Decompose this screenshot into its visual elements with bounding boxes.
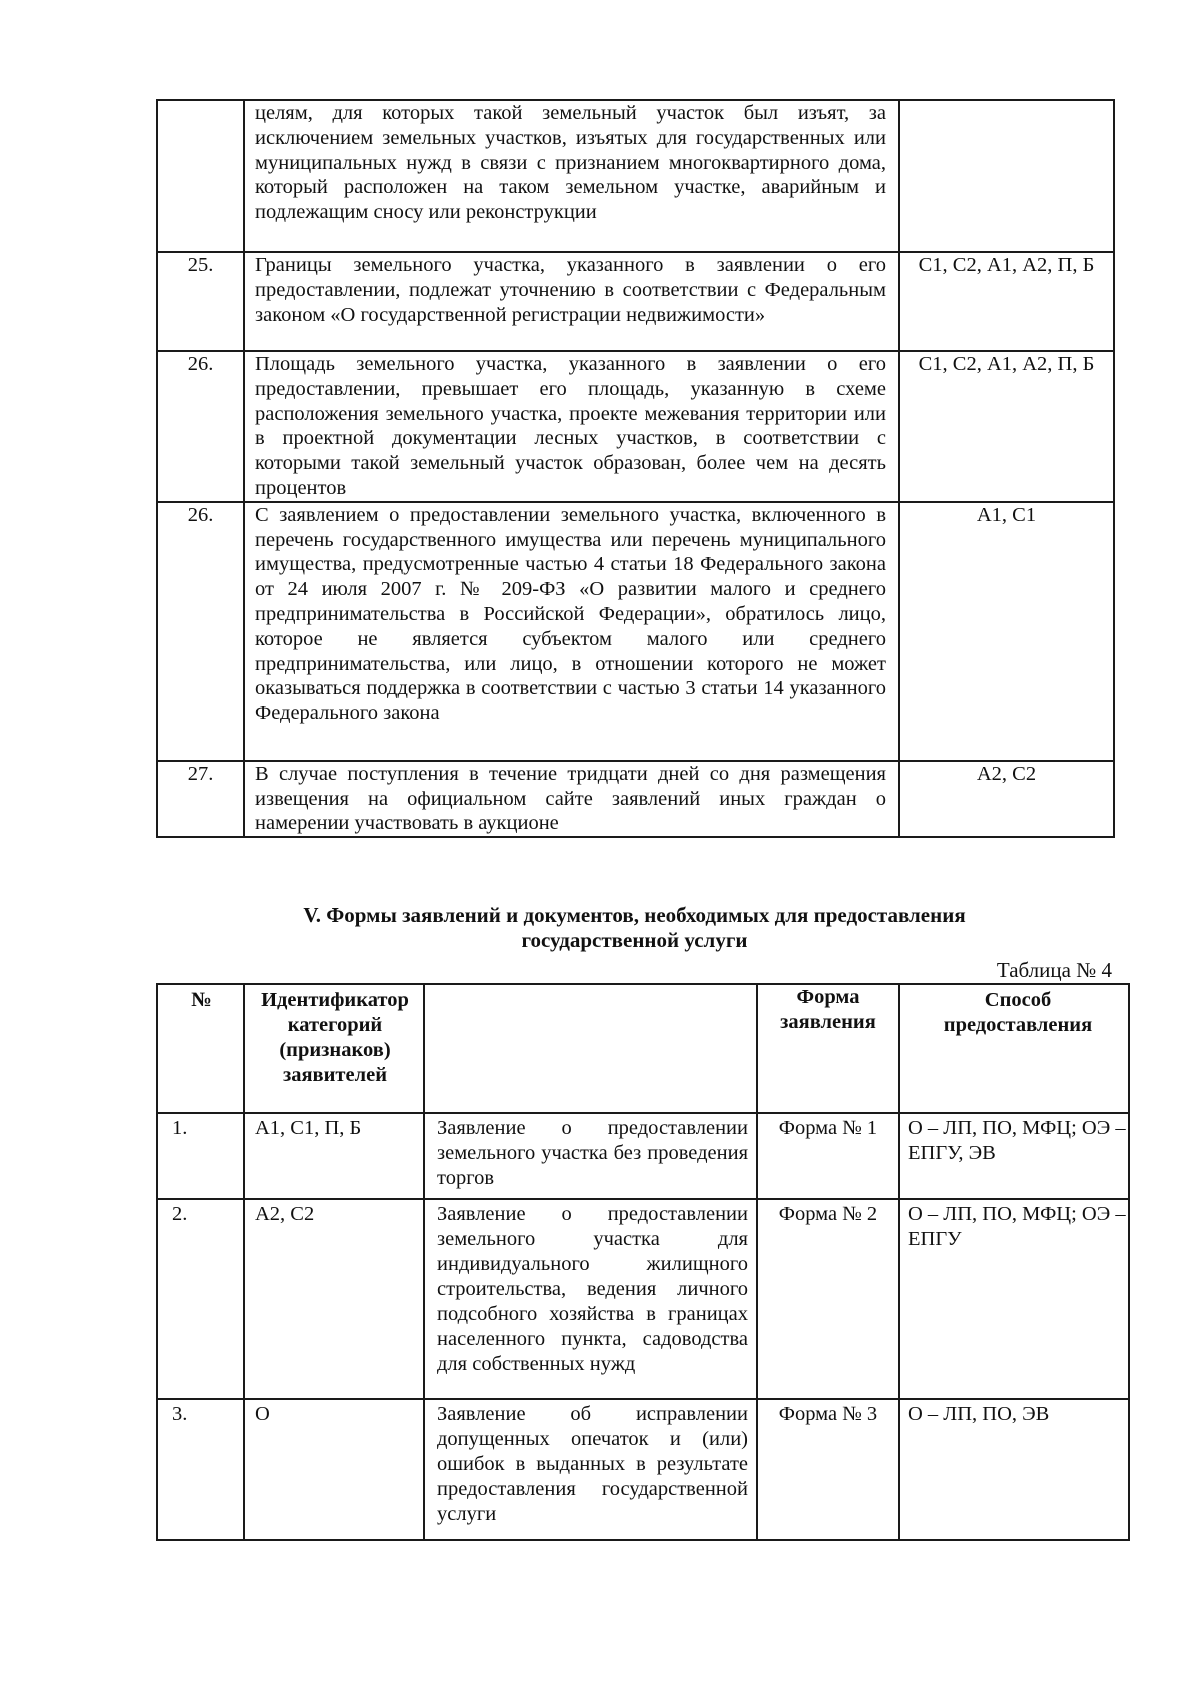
grounds-table: [156, 99, 1115, 838]
table-row: [157, 100, 1114, 252]
section-title-line-2: государственной услуги: [521, 928, 748, 952]
row-identifier: А1, С1, П, Б: [244, 1113, 424, 1199]
table-row: [157, 1113, 1129, 1199]
row-number: 3.: [157, 1399, 244, 1540]
table-row: [157, 502, 1114, 761]
applicant-codes: А2, С2: [899, 761, 1114, 837]
forms-table: [156, 983, 1130, 1541]
row-form: Форма № 1: [757, 1113, 899, 1199]
applicant-codes: С1, С2, А1, А2, П, Б: [899, 351, 1114, 502]
row-identifier: О: [244, 1399, 424, 1540]
row-form: Форма № 3: [757, 1399, 899, 1540]
section-title-line-1: V. Формы заявлений и документов, необходимых для предоставления: [303, 903, 966, 927]
row-description: Заявление о предоставлении земельного участка без проведения торгов: [424, 1113, 757, 1199]
ground-text: целям, для которых такой земельный участок был изъят, за исключением земельных участков, изъятых для государственных или муниципальных нужд в связи с признанием многоквартирного дома, который расположен на таком земельном участке, аварийным и подлежащим сносу или реконструкции: [244, 100, 899, 252]
table-header-row: [157, 984, 1129, 1113]
applicant-codes: [899, 100, 1114, 252]
header-form: Форма заявления: [757, 984, 899, 1113]
ground-text: В случае поступления в течение тридцати дней со дня размещения извещения на официальном сайте заявлений иных граждан о намерении участвовать в аукционе: [244, 761, 899, 837]
ground-text: С заявлением о предоставлении земельного участка, включенного в перечень государственного имущества или перечень муниципального имущества, предусмотренные частью 4 статьи 18 Федерального закона от 24 июля 2007 г. № 209-ФЗ «О развитии малого и среднего предпринимательства в Российской Федерации», обратилось лицо, которое не является субъектом малого или среднего предпринимательства, или лицо, в отношении которого не может оказываться поддержка в соответствии с частью 3 статьи 14 указанного Федерального закона: [244, 502, 899, 761]
row-method: О – ЛП, ПО, МФЦ; ОЭ – ЕПГУ: [899, 1199, 1129, 1399]
applicant-codes: А1, С1: [899, 502, 1114, 761]
table-caption: Таблица № 4: [996, 958, 1112, 982]
row-description: Заявление о предоставлении земельного участка для индивидуального жилищного строительства, ведения личного подсобного хозяйства в границах населенного пункта, садоводства для собственных нужд: [424, 1199, 757, 1399]
row-number: 27.: [157, 761, 244, 837]
table-row: [157, 252, 1114, 351]
table-row: [157, 761, 1114, 837]
header-method: Способ предоставления: [899, 984, 1129, 1113]
table-row: [157, 351, 1114, 502]
header-number: №: [157, 984, 244, 1113]
ground-text: Границы земельного участка, указанного в заявлении о его предоставлении, подлежат уточнению в соответствии с Федеральным законом «О государственной регистрации недвижимости»: [244, 252, 899, 351]
row-description: Заявление об исправлении допущенных опечаток и (или) ошибок в выданных в результате предоставления государственной услуги: [424, 1399, 757, 1540]
table-row: [157, 1399, 1129, 1540]
row-number: 25.: [157, 252, 244, 351]
row-method: О – ЛП, ПО, МФЦ; ОЭ – ЕПГУ, ЭВ: [899, 1113, 1129, 1199]
header-description: [424, 984, 757, 1113]
row-number: 2.: [157, 1199, 244, 1399]
row-number: 26.: [157, 502, 244, 761]
row-identifier: А2, С2: [244, 1199, 424, 1399]
header-identifier: Идентификатор категорий (признаков) заявителей: [244, 984, 424, 1113]
row-form: Форма № 2: [757, 1199, 899, 1399]
row-number: [157, 100, 244, 252]
row-number: 26.: [157, 351, 244, 502]
section-heading: [156, 903, 1113, 953]
applicant-codes: С1, С2, А1, А2, П, Б: [899, 252, 1114, 351]
ground-text: Площадь земельного участка, указанного в заявлении о его предоставлении, превышает его площадь, указанную в схеме расположения земельного участка, проекте межевания территории или в проектной документации лесных участков, в соответствии с которыми такой земельный участок образован, более чем на десять процентов: [244, 351, 899, 502]
row-method: О – ЛП, ПО, ЭВ: [899, 1399, 1129, 1540]
table-row: [157, 1199, 1129, 1399]
row-number: 1.: [157, 1113, 244, 1199]
